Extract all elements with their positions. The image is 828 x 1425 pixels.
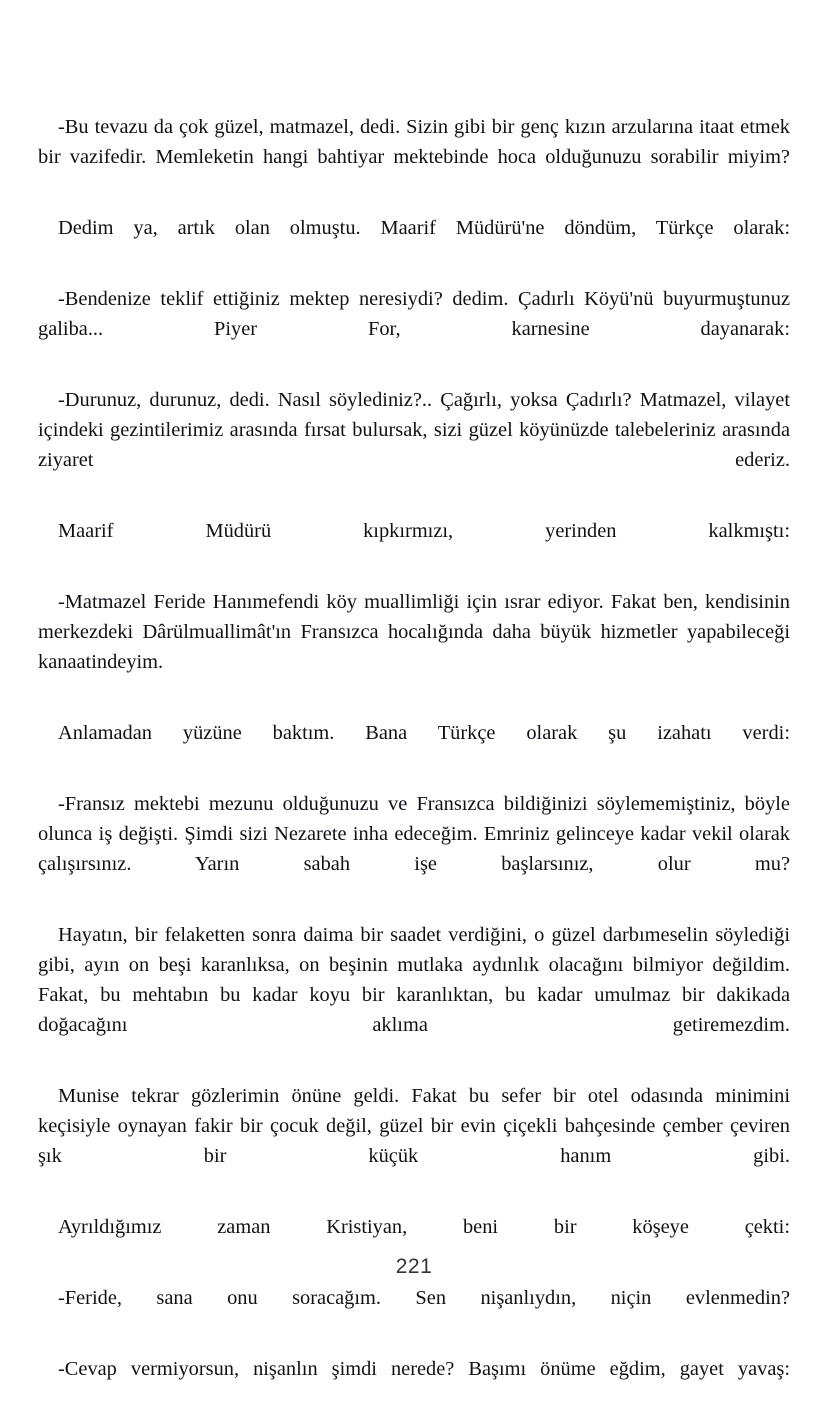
body-text-column <box>38 112 790 1425</box>
paragraph: Anlamadan yüzüne baktım. Bana Türkçe olarak şu izahatı verdi: <box>58 722 790 744</box>
paragraph: -Fransız mektebi mezunu olduğunuzu ve Fransızca bildiğinizi söylememiştiniz, böyle olunca iş değişti. Şimdi sizi Nezarete inha edeceğim. Emriniz gelinceye kadar vekil olarak çalışırsınız. Yarın sabah işe başlarsınız, olur mu? <box>38 793 790 875</box>
paragraph: Munise tekrar gözlerimin önüne geldi. Fakat bu sefer bir otel odasında minimini keçisiyle oynayan fakir bir çocuk değil, güzel bir evin çiçekli bahçesinde çember çeviren şık bir küçük hanım gibi. <box>38 1085 790 1167</box>
paragraph: -Bu tevazu da çok güzel, matmazel, dedi. Sizin gibi bir genç kızın arzularına itaat etmek bir vazifedir. Memleketin hangi bahtiyar mektebinde hoca olduğunuzu sorabilir miyim? <box>38 116 790 168</box>
paragraph: Maarif Müdürü kıpkırmızı, yerinden kalkmıştı: <box>58 520 790 542</box>
paragraph: -Bendenize teklif ettiğiniz mektep neresiydi? dedim. Çadırlı Köyü'nü buyurmuştunuz galiba... Piyer For, karnesine dayanarak: <box>38 288 790 340</box>
paragraph: Ayrıldığımız zaman Kristiyan, beni bir köşeye çekti: <box>58 1216 790 1238</box>
paragraph: -Feride, sana onu soracağım. Sen nişanlıydın, niçin evlenmedin? <box>58 1287 790 1309</box>
page-number: 221 <box>395 1255 433 1278</box>
paragraph: -Durunuz, durunuz, dedi. Nasıl söylediniz?.. Çağırlı, yoksa Çadırlı? Matmazel, vilayet içindeki gezintilerimiz arasında fırsat bulursak, sizi güzel köyünüzde talebeleriniz arasında ziyaret ederiz. <box>38 389 790 471</box>
paragraph: Hayatın, bir felaketten sonra daima bir saadet verdiğini, o güzel darbımeselin söylediği gibi, ayın on beşi karanlıksa, on beşinin mutlaka aydınlık olacağını bilmiyor değildim. Fakat, bu mehtabın bu kadar koyu bir karanlıktan, bu kadar umulmaz bir dakikada doğacağını aklıma getiremezdim. <box>38 924 790 1036</box>
paragraph: -Cevap vermiyorsun, nişanlın şimdi nerede? Başımı önüme eğdim, gayet yavaş: <box>58 1358 790 1380</box>
paragraph: Dedim ya, artık olan olmuştu. Maarif Müdürü'ne döndüm, Türkçe olarak: <box>58 217 790 239</box>
paragraph: -Matmazel Feride Hanımefendi köy muallimliği için ısrar ediyor. Fakat ben, kendisinin merkezdeki Dârülmuallimât'ın Fransızca hocalığında daha büyük hizmetler yapabileceği kanaatindeyim. <box>38 591 790 673</box>
